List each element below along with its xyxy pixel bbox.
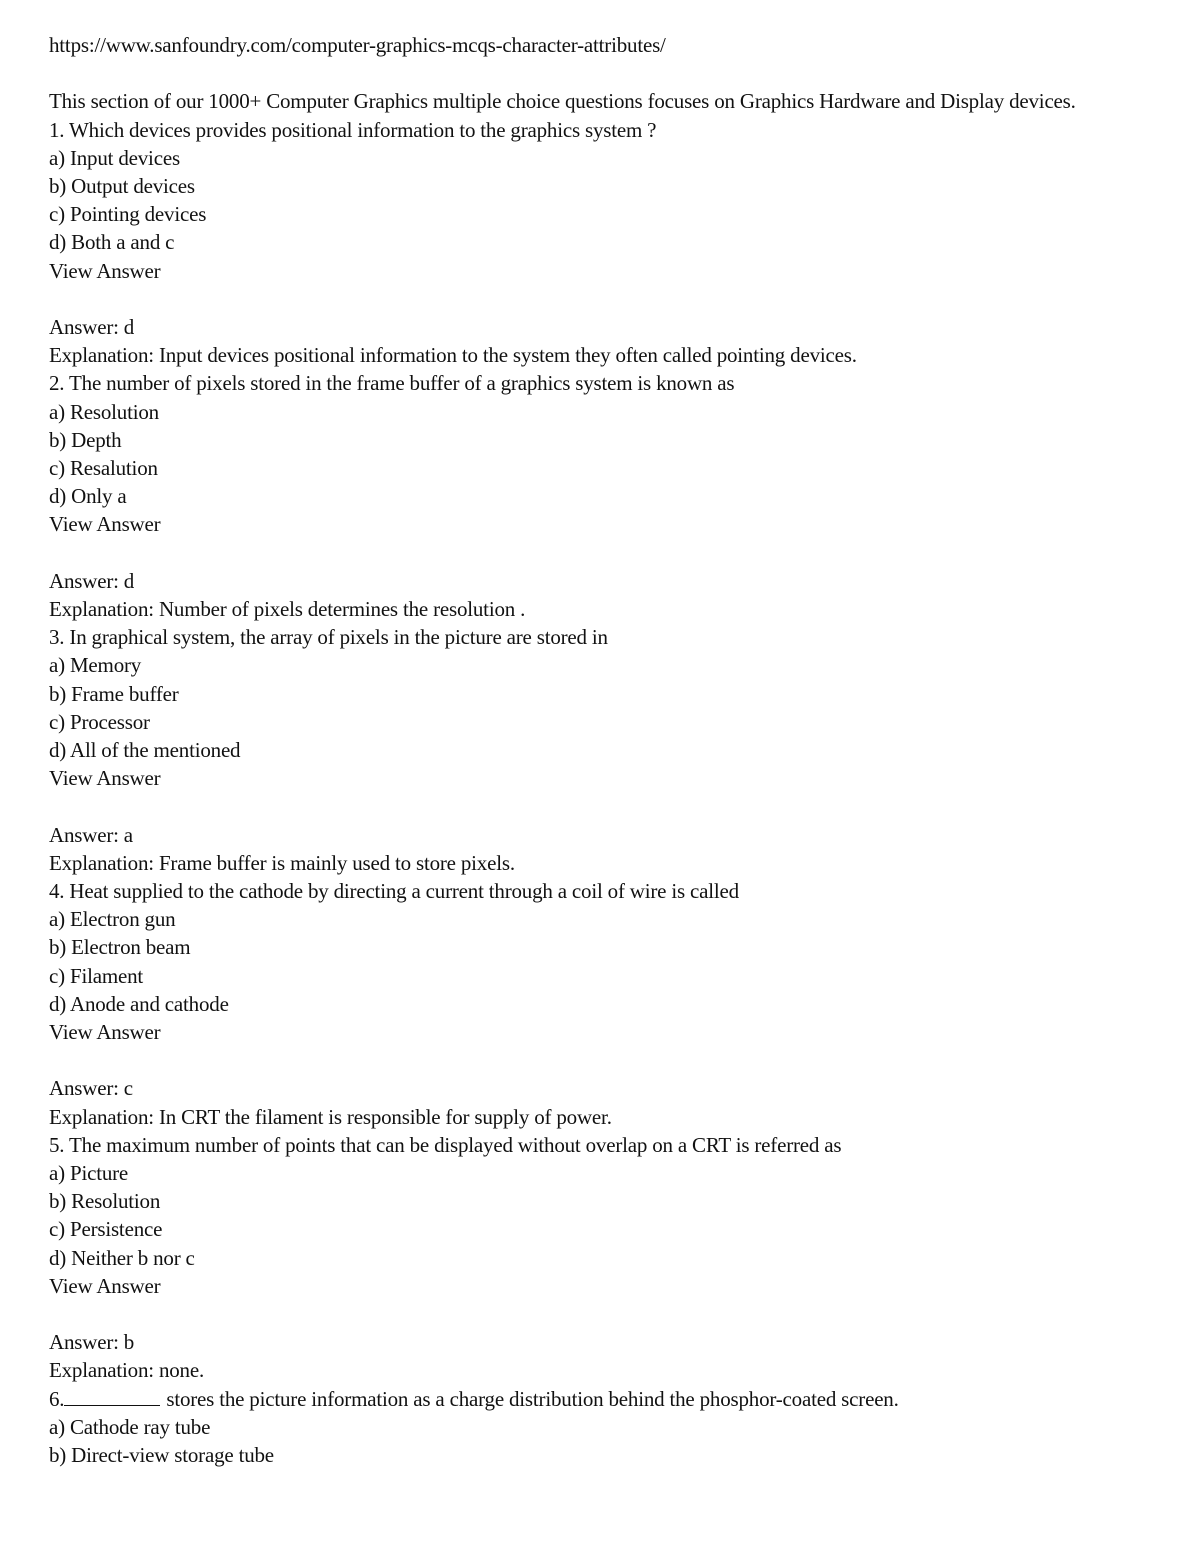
option-c: c) Filament bbox=[49, 963, 144, 988]
document-page bbox=[49, 31, 1159, 1469]
question-text: 3. In graphical system, the array of pixels in the picture are stored in bbox=[49, 625, 608, 650]
explanation-text: Explanation: In CRT the filament is responsible for supply of power. bbox=[49, 1104, 612, 1129]
view-answer-link[interactable]: View Answer bbox=[49, 1273, 161, 1298]
option-c: c) Persistence bbox=[49, 1217, 163, 1242]
intro-paragraph: This section of our 1000+ Computer Graphics multiple choice questions focuses on Graphics Hardware and Display devices. bbox=[49, 89, 1076, 114]
question-block-6 bbox=[49, 1385, 1159, 1470]
question-rest: stores the picture information as a charge distribution behind the phosphor-coated screen. bbox=[166, 1386, 899, 1411]
spacer bbox=[49, 59, 1159, 87]
spacer bbox=[49, 285, 1159, 313]
answer-text: Answer: a bbox=[49, 822, 133, 847]
view-answer-link[interactable]: View Answer bbox=[49, 1020, 161, 1045]
option-b: b) Depth bbox=[49, 427, 122, 452]
option-c: c) Pointing devices bbox=[49, 202, 207, 227]
option-b: b) Frame buffer bbox=[49, 681, 179, 706]
spacer bbox=[49, 792, 1159, 820]
explanation-text: Explanation: Input devices positional information to the system they often called pointing devices. bbox=[49, 343, 857, 368]
option-d: d) Neither b nor c bbox=[49, 1245, 195, 1270]
question-number: 6. bbox=[49, 1386, 65, 1411]
explanation-text: Explanation: Number of pixels determines the resolution . bbox=[49, 597, 526, 622]
option-d: d) Anode and cathode bbox=[49, 991, 229, 1016]
question-text: 4. Heat supplied to the cathode by directing a current through a coil of wire is called bbox=[49, 879, 739, 904]
question-block-5 bbox=[49, 1131, 1159, 1385]
question-text bbox=[49, 1385, 1159, 1413]
option-a: a) Input devices bbox=[49, 145, 180, 170]
question-block-3 bbox=[49, 623, 1159, 877]
spacer bbox=[49, 1046, 1159, 1074]
spacer bbox=[49, 1300, 1159, 1328]
option-b: b) Output devices bbox=[49, 174, 195, 198]
question-block-2 bbox=[49, 369, 1159, 623]
view-answer-link[interactable]: View Answer bbox=[49, 512, 161, 537]
explanation-text: Explanation: none. bbox=[49, 1358, 205, 1383]
option-b: b) Resolution bbox=[49, 1189, 161, 1214]
option-b: b) Direct-view storage tube bbox=[49, 1443, 274, 1468]
question-text: 2. The number of pixels stored in the frame buffer of a graphics system is known as bbox=[49, 371, 735, 396]
option-a: a) Picture bbox=[49, 1161, 129, 1186]
option-d: d) Only a bbox=[49, 484, 127, 509]
fill-in-blank bbox=[64, 1387, 160, 1406]
question-text: 1. Which devices provides positional information to the graphics system ? bbox=[49, 117, 657, 142]
option-b: b) Electron beam bbox=[49, 935, 191, 960]
option-a: a) Electron gun bbox=[49, 907, 176, 932]
option-d: d) Both a and c bbox=[49, 230, 175, 255]
view-answer-link[interactable]: View Answer bbox=[49, 766, 161, 791]
option-d: d) All of the mentioned bbox=[49, 738, 241, 763]
option-c: c) Processor bbox=[49, 709, 150, 734]
view-answer-link[interactable]: View Answer bbox=[49, 258, 161, 283]
answer-text: Answer: d bbox=[49, 315, 135, 339]
question-text: 5. The maximum number of points that can be displayed without overlap on a CRT is referred as bbox=[49, 1132, 842, 1157]
question-block-1 bbox=[49, 116, 1159, 370]
spacer bbox=[49, 539, 1159, 567]
answer-text: Answer: d bbox=[49, 568, 135, 593]
option-a: a) Resolution bbox=[49, 399, 159, 424]
explanation-text: Explanation: Frame buffer is mainly used to store pixels. bbox=[49, 850, 515, 875]
option-a: a) Memory bbox=[49, 653, 142, 678]
option-a: a) Cathode ray tube bbox=[49, 1414, 211, 1439]
source-url[interactable]: https://www.sanfoundry.com/computer-graphics-mcqs-character-attributes/ bbox=[49, 33, 666, 57]
option-c: c) Resalution bbox=[49, 456, 158, 481]
question-block-4 bbox=[49, 877, 1159, 1131]
answer-text: Answer: b bbox=[49, 1330, 135, 1355]
answer-text: Answer: c bbox=[49, 1076, 133, 1101]
